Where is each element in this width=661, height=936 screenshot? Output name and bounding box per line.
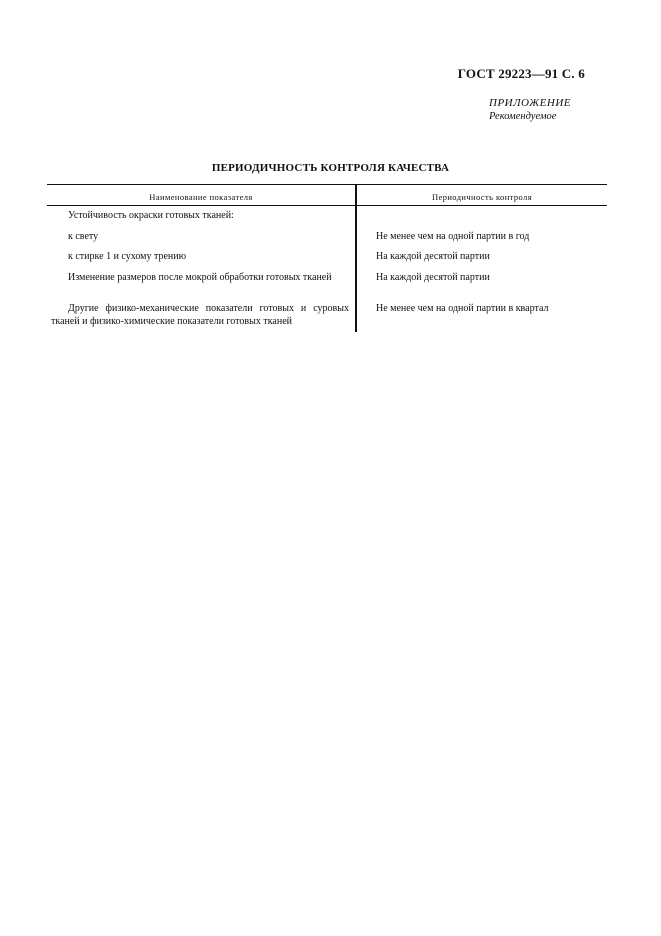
table-row-frequency: Не менее чем на одной партии в год (376, 231, 530, 242)
table-row-indicator: Другие физико-механические показатели готовых и суровых тканей и физико-химические показатели готовых тканей (51, 303, 349, 327)
column-header-frequency: Периодичность контроля (431, 192, 533, 202)
table-row-indicator: к стирке 1 и сухому трению (68, 251, 187, 262)
page-header-standard-number: ГОСТ 29223—91 С. 6 (457, 66, 585, 81)
column-header-indicator: Наименование показателя (149, 192, 253, 202)
table-header-rule (47, 205, 607, 206)
appendix-title: ПРИЛОЖЕНИЕ (489, 97, 571, 109)
table-top-rule (47, 184, 607, 185)
document-title: ПЕРИОДИЧНОСТЬ КОНТРОЛЯ КАЧЕСТВА (211, 162, 450, 174)
appendix-subtitle: Рекомендуемое (489, 111, 557, 122)
table-row-frequency: Не менее чем на одной партии в квартал (376, 303, 549, 314)
table-row-frequency: На каждой десятой партии (376, 272, 490, 283)
table-row-indicator: Устойчивость окраски готовых тканей: (68, 210, 234, 221)
table-row-indicator: к свету (68, 231, 99, 242)
table-column-divider (355, 184, 357, 332)
appendix-label (489, 97, 571, 123)
table-row-frequency: На каждой десятой партии (376, 251, 490, 262)
quality-control-table (47, 184, 607, 332)
table-row-indicator: Изменение размеров после мокрой обработки готовых тканей (68, 272, 332, 283)
